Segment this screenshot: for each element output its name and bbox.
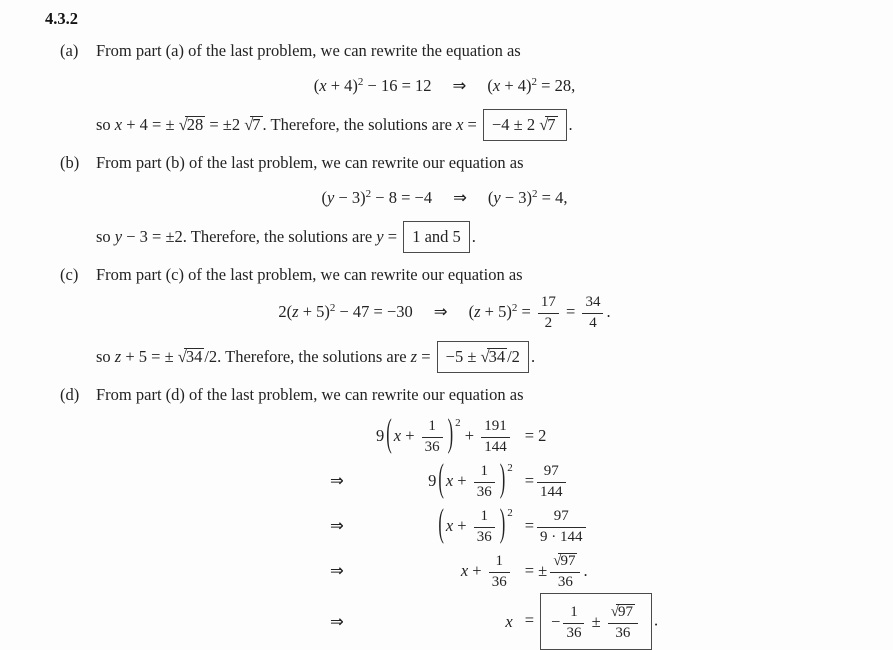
radical-sign: √ — [610, 604, 618, 621]
part-intro: From part (a) of the last problem, we can rewrite the equation as — [96, 41, 521, 60]
exponent: 2 — [507, 506, 513, 519]
math-token: + 4) — [326, 76, 358, 95]
sqrt-expression — [611, 604, 635, 620]
left-paren: ( — [386, 409, 392, 455]
denominator: 36 — [563, 623, 584, 642]
math-token: . Therefore, the solutions are — [262, 115, 457, 134]
exponent: 2 — [532, 188, 538, 200]
variable: z — [292, 302, 299, 322]
rhs-cell — [523, 503, 869, 548]
rhs-cell — [523, 413, 869, 458]
denominator: 9 · 144 — [537, 527, 586, 546]
part-label: (c) — [60, 265, 79, 284]
math-token: . — [568, 115, 573, 134]
part-a-head — [60, 40, 869, 61]
math-token: = — [417, 346, 435, 366]
variable: x — [445, 515, 454, 535]
part-intro: From part (d) of the last problem, we can rewrite our equation as — [96, 384, 524, 404]
sqrt-expression — [481, 347, 508, 366]
math-token: = — [463, 115, 481, 134]
part-d-head — [60, 384, 869, 405]
variable: x — [492, 76, 501, 95]
radical-sign: √ — [244, 115, 253, 134]
part-c — [45, 264, 869, 373]
math-token: . — [606, 302, 611, 322]
math-token: . — [583, 560, 588, 580]
variable: x — [114, 115, 123, 134]
math-token: + 5) — [480, 302, 512, 322]
equation-c — [60, 295, 829, 332]
part-a — [45, 40, 869, 141]
fraction — [481, 419, 510, 456]
math-token: −4 ± 2 — [491, 115, 540, 134]
math-token: − — [551, 611, 561, 631]
radical-sign: √ — [539, 115, 548, 134]
math-token: = ± — [524, 560, 548, 580]
exponent: 2 — [455, 416, 461, 429]
math-token: + — [468, 560, 486, 580]
part-label: (b) — [60, 153, 80, 172]
sqrt-expression — [178, 347, 205, 366]
right-paren: ) — [499, 499, 506, 545]
math-token: − 3 = ±2. Therefore, the solutions are — [122, 227, 377, 246]
arrow-cell — [330, 413, 366, 458]
part-c-head — [60, 264, 869, 285]
numerator: 97 — [543, 462, 559, 479]
sqrt-expression — [244, 115, 262, 134]
sqrt-expression — [179, 115, 206, 134]
derivation-d — [330, 409, 869, 650]
implies-arrow-icon: ⇒ — [330, 611, 344, 631]
solution-line-b — [96, 221, 869, 253]
math-token: = — [524, 470, 535, 490]
math-token: = — [517, 302, 535, 322]
denominator: 4 — [582, 313, 603, 332]
math-token: ± — [587, 611, 605, 631]
variable: y — [376, 227, 384, 246]
solution-line-a — [96, 109, 869, 141]
implies-arrow-icon: ⇒ — [330, 560, 344, 580]
answer-box-b — [403, 221, 470, 253]
variable: z — [410, 346, 418, 366]
right-paren: ) — [499, 454, 506, 500]
numerator: 34 — [585, 294, 601, 310]
solution-line-c — [96, 341, 869, 373]
lhs-cell — [376, 599, 513, 644]
equation-a — [60, 74, 829, 98]
left-paren: ( — [438, 454, 444, 500]
denominator: 144 — [481, 437, 510, 456]
numerator: 1 — [495, 552, 503, 569]
math-token: ( — [321, 188, 328, 207]
math-token: = 28, — [537, 76, 576, 95]
math-token: ( — [487, 188, 494, 207]
section-number: 4.3.2 — [45, 9, 78, 28]
numerator: 17 — [540, 294, 556, 310]
math-token: . — [654, 610, 659, 630]
part-label: (d) — [60, 384, 80, 404]
numerator: 1 — [428, 417, 436, 434]
arrow-cell — [330, 458, 366, 503]
math-token: − 3) — [500, 188, 533, 207]
numerator: 97 — [553, 507, 569, 524]
math-token: = — [524, 515, 535, 535]
variable: x — [505, 611, 513, 631]
math-token: −5 ± — [445, 346, 481, 366]
variable: y — [327, 188, 335, 207]
math-token: so — [96, 115, 115, 134]
radical-sign: √ — [480, 346, 489, 366]
math-token: + — [453, 515, 471, 535]
variable: x — [319, 76, 327, 95]
variable: z — [114, 346, 122, 366]
implies-arrow-icon: ⇒ — [433, 302, 448, 322]
math-token: 9 — [428, 470, 437, 490]
numerator: 191 — [484, 417, 507, 434]
variable: x — [460, 560, 469, 580]
math-token: /2 — [507, 346, 520, 366]
numerator: 1 — [480, 507, 488, 524]
math-token: + 5) — [298, 302, 330, 322]
radicand: 34 — [185, 346, 203, 366]
lhs-cell — [376, 548, 513, 593]
radical-sign: √ — [178, 115, 187, 134]
part-label: (a) — [60, 41, 79, 60]
numerator: 1 — [480, 462, 488, 479]
radical-sign: √ — [177, 346, 186, 366]
math-token: + 4) — [500, 76, 532, 95]
denominator: 36 — [474, 527, 495, 546]
lhs-cell — [376, 409, 513, 458]
part-intro: From part (c) of the last problem, we can rewrite our equation as — [96, 265, 523, 284]
denominator: 36 — [550, 572, 580, 591]
fraction — [550, 553, 580, 591]
exponent: 2 — [511, 302, 518, 315]
radicand: 97 — [618, 604, 633, 621]
left-paren: ( — [438, 499, 444, 545]
numerator — [550, 553, 580, 572]
answer-box-c — [437, 341, 529, 373]
rhs-cell — [523, 593, 869, 650]
denominator: 144 — [537, 482, 566, 501]
fraction — [582, 295, 603, 332]
fraction — [474, 509, 495, 546]
radicand: 7 — [252, 115, 261, 134]
variable: x — [393, 425, 402, 445]
radical-sign: √ — [553, 553, 561, 570]
math-token: . — [471, 227, 476, 246]
math-token: ( — [468, 302, 475, 322]
fraction — [608, 604, 638, 642]
denominator: 36 — [489, 572, 510, 591]
arrow-cell — [330, 503, 366, 548]
implies-arrow-icon: ⇒ — [452, 76, 467, 95]
math-token: − 47 = −30 — [335, 302, 413, 322]
variable: z — [474, 302, 481, 322]
math-token: = 2 — [524, 425, 547, 445]
math-token: 9 — [376, 425, 385, 445]
math-token: 2( — [278, 302, 293, 322]
math-token: = 4, — [537, 188, 568, 207]
fraction — [537, 509, 586, 546]
answer-box-d — [540, 593, 652, 650]
math-token: = — [524, 610, 535, 630]
math-token: 1 and 5 — [412, 227, 461, 246]
math-token: = — [561, 302, 580, 322]
math-token: so — [96, 346, 115, 366]
fraction — [474, 464, 495, 501]
rhs-cell — [523, 548, 869, 593]
exponent: 2 — [357, 76, 364, 88]
math-token: + — [460, 425, 479, 445]
exponent: 2 — [365, 188, 372, 200]
numerator — [608, 604, 638, 623]
math-token: ( — [313, 76, 320, 95]
implies-arrow-icon: ⇒ — [330, 515, 344, 535]
math-token: − 3) — [334, 188, 366, 207]
fraction — [563, 605, 584, 642]
implies-arrow-icon: ⇒ — [453, 188, 467, 207]
exponent: 2 — [507, 461, 513, 474]
math-token: so — [96, 227, 115, 246]
denominator: 2 — [538, 313, 559, 332]
arrow-cell — [330, 599, 366, 644]
variable: x — [456, 115, 464, 134]
part-d — [45, 384, 869, 650]
exponent: 2 — [531, 76, 538, 88]
numerator: 1 — [570, 603, 578, 620]
rhs-cell — [523, 458, 869, 503]
math-token: + — [401, 425, 419, 445]
math-token: /2. Therefore, the solutions are — [204, 346, 411, 366]
sqrt-expression — [539, 115, 557, 134]
radicand: 34 — [488, 346, 506, 366]
part-b — [45, 152, 869, 253]
sqrt-expression — [553, 553, 577, 569]
lhs-cell — [376, 499, 513, 548]
math-token: = — [383, 227, 402, 246]
exponent: 2 — [329, 302, 336, 315]
answer-box-a — [483, 109, 567, 141]
math-token: + 4 = ± — [122, 115, 179, 134]
lhs-cell — [376, 454, 513, 503]
part-b-head — [60, 152, 869, 173]
denominator: 36 — [608, 623, 638, 642]
math-token: . — [530, 346, 536, 366]
math-token: − 8 = −4 — [371, 188, 433, 207]
radicand: 97 — [560, 553, 576, 570]
denominator: 36 — [474, 482, 495, 501]
math-token: − 16 = 12 — [363, 76, 432, 95]
math-token: = ±2 — [205, 115, 245, 134]
math-token: + — [453, 470, 471, 490]
math-token: ( — [487, 76, 493, 95]
denominator: 36 — [422, 437, 443, 456]
equation-b — [60, 186, 829, 210]
arrow-cell — [330, 548, 366, 593]
math-token: + 5 = ± — [121, 346, 178, 366]
implies-arrow-icon: ⇒ — [330, 470, 344, 490]
radicand: 7 — [547, 115, 556, 134]
right-paren: ) — [447, 409, 454, 455]
fraction — [537, 464, 566, 501]
variable: y — [114, 227, 123, 246]
variable: y — [493, 188, 501, 207]
part-intro: From part (b) of the last problem, we can rewrite our equation as — [96, 153, 524, 172]
variable: x — [445, 470, 454, 490]
fraction — [538, 295, 559, 332]
radicand: 28 — [186, 115, 204, 134]
